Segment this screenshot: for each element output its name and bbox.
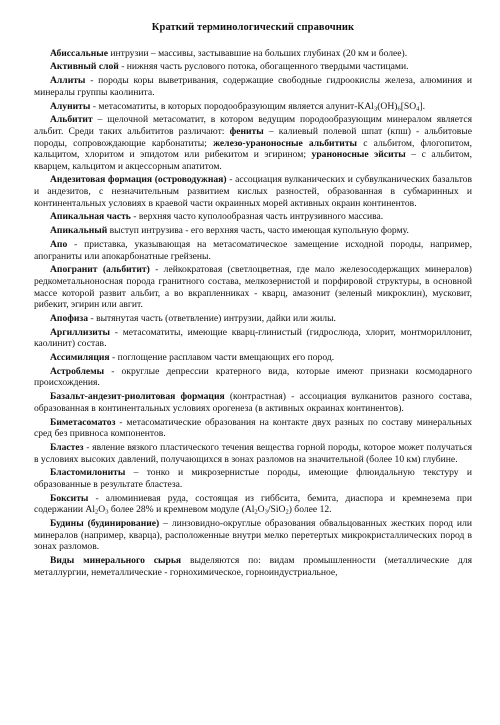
glossary-entry — [34, 417, 472, 440]
entry-term: Апикальный — [50, 225, 108, 237]
entry-definition: с альбитом, флогопитом, кальцитом, хлоритом и эпидотом или рибекитом и эгирином; — [34, 137, 472, 161]
subterm: фениты — [229, 125, 264, 137]
formula-part: /SiO — [267, 504, 286, 516]
formula-subscript: 6 — [397, 105, 401, 113]
glossary-entry — [34, 264, 472, 310]
entry-term: Аргиллизиты — [50, 326, 111, 338]
entry-term: Ассимиляция — [50, 352, 110, 364]
glossary-entry — [34, 211, 472, 223]
entry-term: Астроблемы — [50, 365, 105, 377]
entry-term: Аллиты — [50, 75, 86, 87]
entry-term: Бластез — [50, 442, 84, 453]
entry-term: Базальт-андезит-риолитовая формация — [50, 391, 225, 403]
entry-definition: выступ интрузива - его верхняя часть, часто имеющая купольную форму. — [107, 225, 409, 237]
entry-definition: интрузии – массивы, застывавшие на больших глубинах (20 км и более). — [108, 47, 408, 59]
entry-definition: - алюминиевая руда, состоящая из гиббсита, бемита, диаспора и кремнезема при содержании Al — [34, 492, 472, 516]
glossary-entry — [34, 75, 472, 98]
entry-definition: - верхняя часто куполообразная часть интрузивного массива. — [130, 211, 384, 223]
entry-definition: - явление вязкого пластического течения вещества горной породы, которое может получаться в условиях высоких давлений, получающихся в зонах разломов на значительной (более 10 км) глубине. — [34, 442, 472, 465]
glossary-entry — [34, 352, 472, 364]
entry-definition: - приставка, указывающая на метасоматическое замещение исходной породы, например, апограниты или апокарбонатные грейзены. — [34, 239, 472, 262]
entry-term: Будины (будинирование) — [50, 518, 160, 530]
entry-term: Бокситы — [50, 492, 89, 504]
formula-part: O — [257, 504, 265, 516]
glossary-entry — [34, 239, 472, 262]
entry-term: Биметасоматоз — [50, 416, 116, 428]
entry-term: Апо — [50, 239, 68, 250]
entry-term: Активный слой — [50, 61, 119, 73]
entry-term: Апогранит (альбитит) — [50, 264, 150, 276]
entry-definition: - поглощение расплавом части вмещающих его пород. — [109, 352, 335, 364]
glossary-entry — [34, 313, 472, 325]
glossary-entry — [34, 61, 472, 73]
formula-part: ) более 12. — [288, 504, 332, 516]
subterm: железо-уранoносные альбититы — [213, 137, 358, 149]
formula-part: (OH) — [377, 100, 398, 112]
entry-term: Абиссальные — [50, 47, 109, 59]
glossary-entry — [34, 48, 472, 60]
entry-definition: - нижняя часть руслового потока, обогащенного твердыми частицами. — [118, 61, 409, 73]
glossary-entry — [34, 442, 472, 465]
formula-subscript: 2 — [95, 508, 99, 516]
formula-part: ]. — [419, 100, 426, 112]
glossary-entry — [34, 493, 472, 516]
entry-definition: - ассоциация вулканических и субвулканических базальтов и андезитов, с незначительным развитием кислых разностей, образованная в субмаринных и континентальных условиях в краевой части окраинных морей активных окраин континентов. — [34, 174, 472, 209]
entry-definition: (контрастная) - ассоциация вулканитов разного состава, образованная в континентальных условиях орогенеза (в активных окраинах континентов). — [34, 391, 473, 414]
document-page — [34, 0, 472, 725]
entry-definition: – калиевый полевой шпат (кпш) - альбитовые породы, сопровождающие карбонатиты; — [34, 125, 472, 149]
entry-term: Апофиза — [50, 312, 89, 324]
entry-definition: - метасоматические образования на контакте двух разных по составу минеральных сред без привноса компонентов. — [34, 416, 472, 440]
entry-term: Апикальная часть — [50, 211, 131, 223]
formula-subscript: 3 — [264, 508, 268, 516]
entry-term: Алуниты — [50, 100, 91, 112]
entry-definition: - метасоматиты, имеющие кварц-глинистый (гидрослюда, хлорит, монтмориллонит, каолинит) состав. — [34, 326, 472, 350]
glossary-entry — [34, 327, 472, 350]
page-title: Краткий терминологический справочник — [151, 22, 355, 33]
formula-part: более 28% и кремневом модуле (Al — [108, 504, 255, 516]
entry-definition: - вытянутая часть (ответвление) интрузии, дайки или жилы. — [88, 312, 336, 324]
glossary-entry — [34, 518, 472, 553]
formula-subscript: 3 — [373, 105, 378, 113]
formula-part: [SO — [400, 100, 417, 112]
formula-subscript: 2 — [254, 508, 258, 516]
entry-term: Андезитовая формация (островодужная) — [50, 174, 227, 186]
entry-term: Альбитит — [50, 114, 93, 126]
subterm: ураноносные эйситы — [311, 149, 406, 161]
entry-term: Виды минерального сырья — [50, 555, 182, 567]
glossary-entry — [34, 114, 472, 172]
entry-term: Бластомилониты — [50, 467, 126, 479]
entry-definition: – тонко и микрозернистые породы, имеющие флюидальную текстуру и образованные в результате бластеза. — [34, 467, 472, 490]
glossary-entry — [34, 174, 472, 209]
formula-subscript: 2 — [285, 508, 289, 516]
glossary-entry — [34, 101, 472, 113]
entry-definition: выделяются по: видам промышленности (металлические для металлургии, неметаллические - горнохимическое, горноиндустриальное, — [34, 555, 472, 578]
entry-definition: – с альбитом, кварцем, кальцитом и акцессорным апатитом. — [34, 149, 472, 172]
entry-definition: - округлые депрессии кратерного вида, которые имеют признаки космодарного происхождения. — [34, 365, 472, 389]
glossary-entry — [34, 467, 472, 490]
formula-subscript: 4 — [416, 105, 420, 113]
entry-definition: - породы коры выветривания, содержащие свободные гидроокислы железа, алюминия и минералы группы каолинита. — [34, 75, 472, 98]
formula-part: O — [98, 504, 106, 516]
glossary-entry — [34, 225, 472, 237]
glossary-entry — [34, 391, 472, 414]
entry-definition: – линзовидно-округлые образования обвальцованных жестких пород или минералов (например, кварца), расположенные внутри мелко перетертых микрокристаллических пород в зонах разломов. — [34, 518, 472, 553]
glossary-entry — [34, 555, 472, 578]
entry-definition: – щелочной метасоматит, в котором ведущим породообразующим минералом является альбит. Среди таких альбититов различают: — [34, 114, 472, 137]
entry-definition: - метасоматиты, в которых породообразующим является алунит-KAl — [90, 100, 374, 112]
glossary-entry — [34, 366, 472, 389]
entry-definition: - лейкократовая (светлоцветная, где мало железосодержащих минералов) редкометальноносная порода гранитного состава, мелкозернистой и порфировой структуры, в основной массе которой развит альбит, а во вкрапленниках - кварц, амазонит (зеленый микроклин), мусковит, рибекит, эгирин или авгит. — [34, 264, 472, 311]
formula-subscript: 3 — [105, 508, 109, 516]
